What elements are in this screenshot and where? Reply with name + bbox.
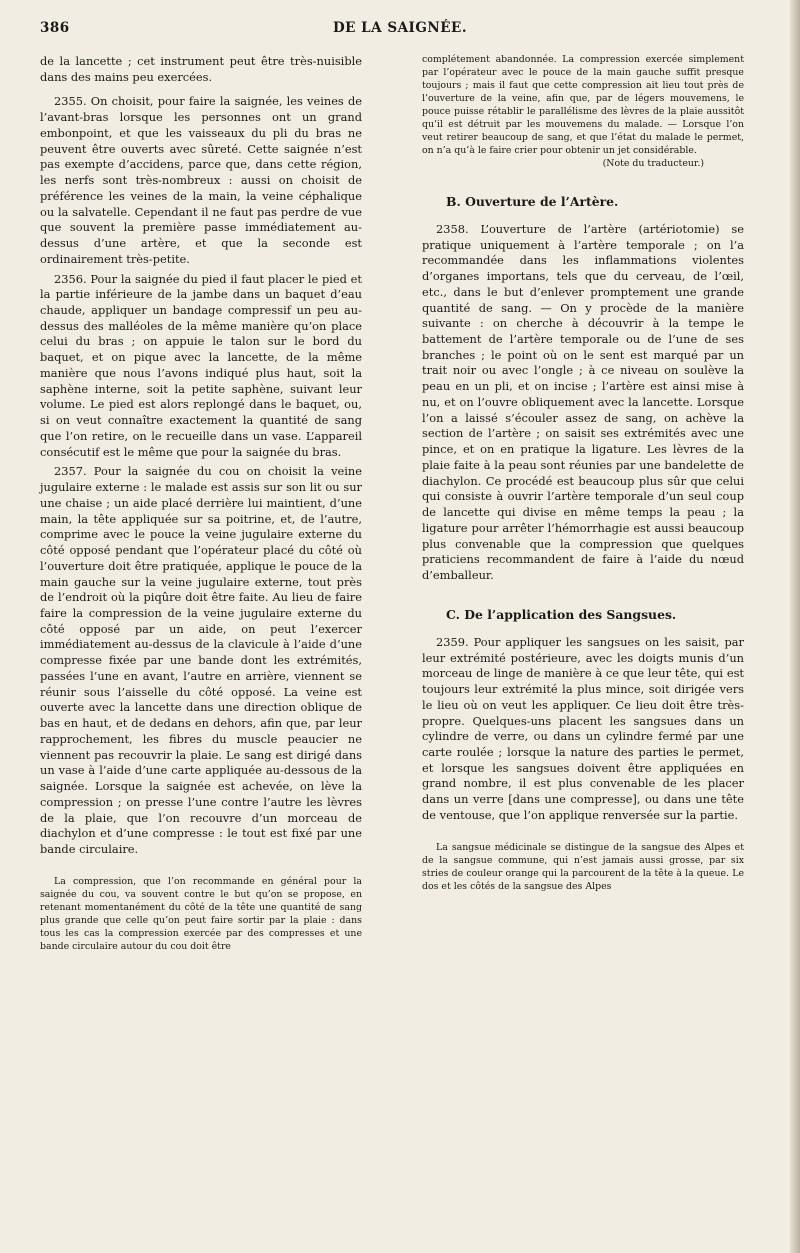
continued-paragraph: de la lancette ; cet instrument peut être très-nuisible dans des mains peu exercées. (40, 54, 362, 84)
footnote-leech-text: La sangsue médicinale se distingue de la sangsue des Alpes et de la sangsue commune, qui n’est jamais aussi grosse, par six stries de couleur orange qui la parcourent de la tête à la queue. Le dos et les côtés de la sangsue des Alpes (422, 841, 744, 892)
section-heading-leeches: C. De l’application des Sangsues. (446, 606, 677, 622)
footnote-continued (422, 54, 744, 171)
page-header (40, 12, 760, 46)
paragraph-2357: 2357. Pour la saignée du cou on choisit la veine jugulaire externe : le malade est assis sur son lit ou sur une chaise ; un aide placé derrière lui maintient, d’une main, la tête appliquée sur sa poitrine, et, de l’autre, comprime avec le pouce la veine jugulaire externe du côté opposé pendant que l’opérateur placé du côté où l’ouverture doit être pratiquée, applique le pouce de la main gauche sur la veine jugulaire externe, tout près de l’endroit où la piqûre doit être faite. Au lieu de faire faire la compression de la veine jugulaire externe du côté opposé par un aide, on peut l’exercer immédiatement au-dessus de la clavicule à l’aide d’une compresse fixée par une bande dont les extrémités, passées l’une en avant, l’autre en arrière, viennent se réunir sous l’aisselle du côté opposé. La veine est ouverte avec la lancette dans une direction oblique de bas en haut, et de dedans en dehors, afin que, par leur rapprochement, les fibres du muscle peaucier ne viennent pas recouvrir la plaie. Le sang est dirigé dans un vase à l’aide d’une carte appliquée au-dessous de la saignée. Lorsque la saignée est achevée, on lève la compression ; on presse l’une contre l’autre les lèvres de la plaie, que l’on recouvre d’un morceau de diachylon et d’une compresse : le tout est fixé par une bande circulaire. (40, 464, 362, 856)
paragraph-2356: 2356. Pour la saignée du pied il faut placer le pied et la partie inférieure de la jambe dans un baquet d’eau chaude, appliquer un bandage compressif un peu au-dessus des malléoles de la même manière qu’on place celui du bras ; on appuie le talon sur le bord du baquet, et on pique avec la lancette, de la même manière que nous l’avons indiqué plus haut, soit la saphène interne, soit la petite saphène, suivant leur volume. Le pied est alors replongé dans le baquet, ou, si on veut connaître exactement la quantité de sang que l’on retire, on le recueille dans un vase. L’appareil consécutif est le même que pour la saignée du bras. (40, 271, 362, 459)
paragraph-2355: 2355. On choisit, pour faire la saignée, les veines de l’avant-bras lorsque les personnes ont un grand embonpoint, et que les vaisseaux du pli du bras ne peuvent être ouverts avec sûreté. Cette saignée n’est pas exempte d’accidens, parce que, dans cette région, les nerfs sont très-nombreux : aussi on choisit de préférence les veines de la main, la veine céphalique ou la salvatelle. Cependant il ne faut pas perdre de vue que souvent la première passe immédiatement au-dessus d’une artère, et que la seconde est ordinairement très-petite. (40, 94, 362, 266)
left-column (40, 54, 362, 954)
footnote-translator (40, 876, 362, 954)
section-heading-artery: B. Ouverture de l’Artère. (446, 193, 619, 209)
footnote-attribution: (Note du traducteur.) (602, 157, 704, 169)
page-number: 386 (40, 20, 70, 36)
footnote-text: La compression, que l’on recommande en général pour la saignée du cou, va souvent contre le but qu’on se propose, en retenant momentanément du côté de la tête une quantité de sang plus grande que celle qu’on peut faire sortir par la plaie : dans tous les cas la compression exercée par des compresses et une bande circulaire autour du cou doit être (40, 875, 362, 952)
right-column (422, 54, 744, 894)
paragraph-2359: 2359. Pour appliquer les sangsues on les saisit, par leur extrémité postérieure, avec les doigts munis d’un morceau de linge de manière à ce que leur tête, qui est toujours leur extrémité la plus mince, soit dirigée vers le lieu où on veut les appliquer. Ce lieu doit être très-propre. Quelques-uns placent les sangsues dans un cylindre de verre, ou dans un cylindre fermé par une carte roulée ; lorsque la nature des parties le permet, et lorsque les sangsues doivent être appliquées en grand nombre, il est plus convenable de les placer dans un verre [dans une compresse], ou dans une tête de ventouse, que l’on applique renversée sur la partie. (422, 634, 744, 822)
footnote-continued-text: complétement abandonnée. La compression exercée simplement par l’opérateur avec le pouce de la main gauche suffit presque toujours ; mais il faut que cette compression ait lieu tout près de l’ouverture de la veine, afin que, par de légers mouvemens, le pouce puisse rétablir le parallélisme des lèvres de la plaie aussitôt qu’il est détruit par les mouvemens du malade. — Lorsque l’on veut retirer beaucoup de sang, et que l’état du malade le permet, on n’a qu’à le faire crier pour obtenir un jet considérable. (422, 54, 744, 156)
running-title: DE LA SAIGNÉE. (332, 20, 468, 36)
paragraph-2358: 2358. L’ouverture de l’artère (artériotomie) se pratique uniquement à l’artère temporale ; on l’a recommandée dans les inflammations violentes d’organes importans, tels que du cerveau, de l’œil, etc., dans le but d’enlever promptement une grande quantité de sang. — On y procède de la manière suivante : on cherche à découvrir à la tempe le battement de l’artère temporale ou de l’une de ses branches ; le point où on le sent est marqué par un trait noir ou avec l’ongle ; à ce niveau on soulève la peau en un pli, et on incise ; l’artère est ainsi mise à nu, et on l’ouvre obliquement avec la lancette. Lorsque l’on a laissé s’écouler assez de sang, on achève la section de l’artère ; on saisit ses extrémités avec une pince, et on en pratique la ligature. Les lèvres de la plaie faite à la peau sont réunies par une bandelette de diachylon. Ce procédé est beaucoup plus sûr que celui qui consiste à ouvrir l’artère temporale d’un seul coup de lancette qui divise en même temps la peau ; la ligature pour arrêter l’hémorrhagie est aussi beaucoup plus convenable que la compression que quelques praticiens recommandent de faire à l’aide du nœud d’emballeur. (422, 221, 744, 582)
page-binding-edge (790, 0, 800, 1253)
footnote-leech (422, 842, 744, 894)
